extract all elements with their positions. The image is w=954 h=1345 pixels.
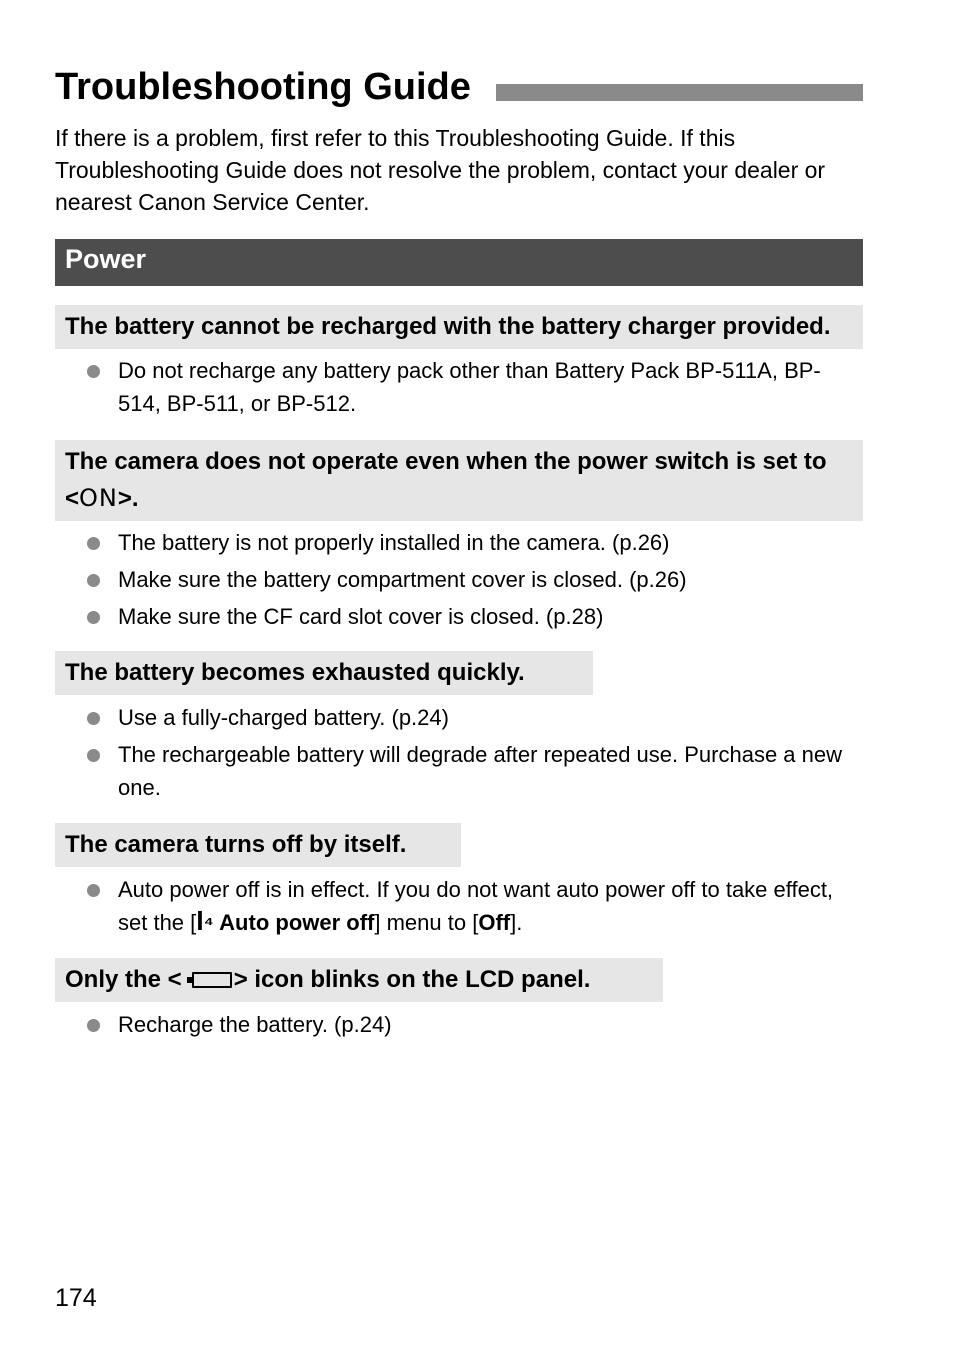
bullet-list-q2 [55, 526, 863, 637]
bullet-list-q3 [55, 701, 863, 808]
section-header-power: Power [55, 239, 863, 286]
list-item: Use a fully-charged battery. (p.24) [55, 701, 863, 734]
bullet-text: ]. [510, 910, 523, 935]
list-item [55, 873, 863, 941]
question-text-suffix: >. [117, 485, 139, 512]
bullet-list-q5 [55, 1008, 863, 1045]
page-title: Troubleshooting Guide [55, 66, 471, 108]
list-item: Recharge the battery. (p.24) [55, 1008, 863, 1041]
intro-paragraph: If there is a problem, first refer to this Troubleshooting Guide. If this Troubleshooting Guide does not resolve the problem, contact your dealer or nearest Canon Service Center. [55, 125, 826, 215]
question-text-prefix: Only the < [65, 966, 182, 993]
list-item: The rechargeable battery will degrade after repeated use. Purchase a new one. [55, 738, 863, 804]
question-text-suffix: > icon blinks on the LCD panel. [233, 966, 591, 993]
battery-icon [192, 972, 232, 988]
bullet-list-q1 [55, 354, 863, 424]
list-item: The battery is not properly installed in the camera. (p.26) [55, 526, 863, 559]
question-battery-recharge: The battery cannot be recharged with the battery charger provided. [55, 305, 863, 349]
question-camera-turns-off: The camera turns off by itself. [55, 823, 461, 867]
list-item: Make sure the CF card slot cover is closed. (p.28) [55, 600, 863, 633]
title-decoration-bar [496, 84, 863, 101]
setup-menu-icon: ꟾ⁴ [196, 913, 220, 935]
list-item: Make sure the battery compartment cover is closed. (p.26) [55, 563, 863, 596]
question-text-prefix: The camera does not operate even when the power switch is set to < [65, 448, 827, 512]
question-battery-exhausted: The battery becomes exhausted quickly. [55, 651, 593, 695]
question-camera-not-operating [55, 440, 863, 521]
menu-value: Off [478, 910, 511, 935]
bullet-text: ] menu to [ [374, 910, 479, 935]
bullet-list-q4 [55, 873, 863, 945]
menu-item-name: Auto power off [219, 910, 375, 935]
question-battery-icon-blinks [55, 958, 663, 1002]
title-row [55, 64, 863, 114]
list-item: Do not recharge any battery pack other than Battery Pack BP-511A, BP-514, BP-511, or BP-512. [55, 354, 863, 420]
on-switch-symbol: ON [79, 484, 118, 512]
page-number: 174 [55, 1284, 97, 1312]
bullet-text: Auto power off is in effect. If you do not want auto power off to take effect, set the [ [118, 877, 834, 935]
